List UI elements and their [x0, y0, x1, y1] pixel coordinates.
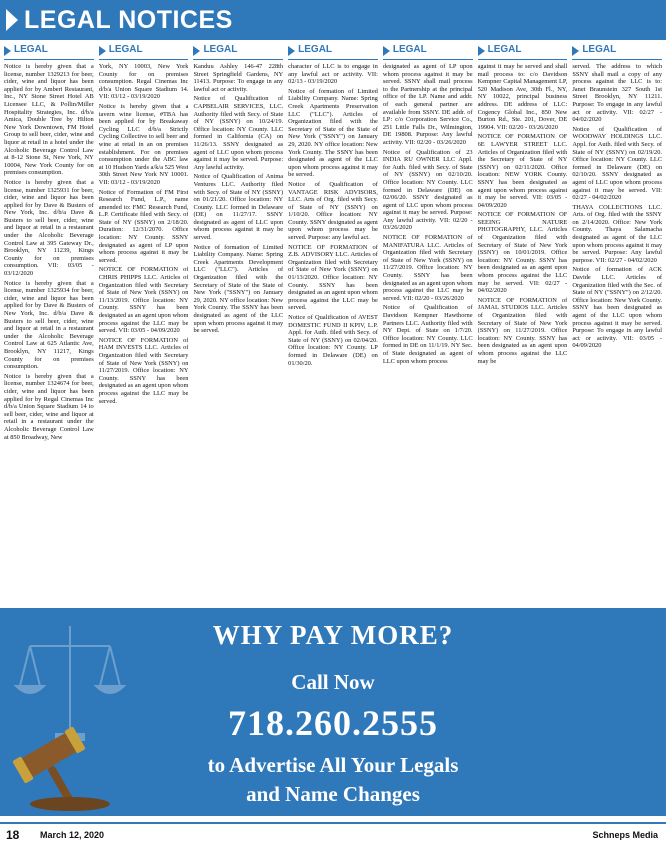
arrow-icon [288, 46, 295, 56]
section-banner [0, 0, 666, 40]
column-header [478, 44, 568, 60]
legal-notice: NOTICE OF FORMATION OF 6E LAWYER STREET LLC. Articles of Organization filed with the Secretary of State of NY (SSNY) on 02/11/2020. Office location: NEW YORK County. SSNY has been designated as agent upon whom process against it may be served. VII: 03/05 - 04/09/2020 [477, 133, 568, 209]
legal-notice: Notice of formation of Limited Liability Company. Name: Spring Creek Apartments Preservation LLC ("LLC"). Articles of Organization filed with the Secretary of State of the State of New York ("SSNY") on January 29, 2020. NY office location: New York County. The SSNY has been designated as agent of the LLC upon whom process against it may be served. [288, 87, 378, 179]
ad-call-now: Call Now [291, 670, 375, 694]
column-header-label: LEGAL [108, 44, 143, 55]
page-footer [0, 822, 666, 846]
ad-phone-number: 718.260.2555 [228, 703, 438, 743]
arrow-icon [4, 46, 11, 56]
footer-divider [0, 822, 666, 824]
legal-notice: NOTICE OF FORMATION of JAMAL STUDIOS LLC. Articles of Organization filed with Secretary of State of New York (SSNY) on 11/27/2019. Office location: NY County. SSNY has been designated as an agent upon whom process against the LLC may be [477, 296, 568, 365]
legal-notice: NOTICE OF FORMATION of Z.B. ADVISORY LLC. Articles of Organization filed with Secretary of State of New York (SSNY) on 01/13/2020. Office location: NY County. SSNY has been designated as an agent upon whom process against the LLC may be served. [288, 243, 378, 312]
arrow-icon [572, 46, 579, 56]
legal-notice: Kanduu Ashley 146-47 228th Street Springfield Gardens, NY 11413. Purpose: To engage in any lawful act or activity. [193, 63, 284, 93]
legal-notice: Notice of Qualification of AVEST DOMESTIC FUND II KPIV, L.P. Appl. for Auth. filed with Secy. of State of NY (SSNY) on 02/04/20. Office location: NY County. LP formed in Delaware (DE) on 01/30/20. [288, 314, 378, 367]
arrow-icon [6, 9, 18, 31]
column-5 [383, 44, 473, 604]
column-header-label: LEGAL [14, 44, 48, 55]
legal-notice: Notice is hereby given that a license, number 1325934 for beer, cider, wine and liquor has been applied for by Dave & Busters of New York, Inc. d/b/a Dave & Busters to sell beer, cider, wine and liquor at retail in a restaurant under the Alcoholic Beverage Control Law at 625 Atlantic Ave, Brooklyn, NY 11217, Kings County for on premises consumption. [4, 279, 94, 371]
column-header [288, 44, 378, 60]
legal-notice: Notice is hereby given that a license, number 1325931 for beer, cider, wine and liquor has been applied for by Dave & Busters of New York, Inc. d/b/a Dave & Busters to sell beer, cider, wine and liquor at retail in a restaurant under the Alcoholic Beverage Control Law at 395 Gateway Dr., Brooklyn, NY 11239, Kings County for on premises consumption. VII: 03/05 - 03/12/2020 [4, 178, 94, 278]
arrow-icon [383, 46, 390, 56]
legal-notice: Notice of formation of ACK Davide LLC. Articles of Organization filed with the Sec. of State of NY ("SSNY") on 2/12/20. Office location: New York County. SSNY has been designated as agent of the LLC upon whom process against it may be served. Purpose: To engage in any lawful act or activity. VII: 03/05 - 04/09/2020 [572, 266, 663, 350]
column-6 [478, 44, 568, 604]
column-header [193, 44, 283, 60]
legal-notice: Notice of formation of Limited Liability Company. Name: Spring Creek Apartments Development LLC ("LLC"). Articles of Organization filed with the Secretary of State of the State of New York ("SSNY") on January 29, 2020. NY office location: New York County. The SSNY has been designated as agent of the LLC upon whom process against it may be served. [193, 243, 284, 335]
column-7 [572, 44, 662, 604]
legal-notice: Notice of Formation of FM First Research Fund, L.P., name amended to: FMC Research Fund, L.P. Certificate filed with Secy. of State of NY (SSNY) on 2/18/20. Duration: 12/31/2070. Office location: NY County. SSNY designated as agent of LP upon whom process against it may be served. [98, 188, 189, 264]
arrow-icon [478, 46, 485, 56]
legal-notice: Notice is hereby given that a license, number 1324674 for beer, cider, wine and liquor has been applied for by Regal Cinemas Inc d/b/a Union Square Stadium 14 to sell beer, cider, wine and liquor at retail in a restaurant under the Alcoholic Beverage Control Law at 850 Broadway, New [4, 372, 94, 441]
column-3 [193, 44, 283, 604]
column-header [572, 44, 662, 60]
ad-advertise-line: to Advertise All Your Legals [207, 753, 459, 777]
column-header [383, 44, 473, 60]
column-header-label: LEGAL [203, 44, 238, 55]
section-title: LEGAL NOTICES [24, 6, 233, 34]
arrow-icon [99, 46, 106, 56]
legal-notice: Notice of Qualification of VANTAGE RISK ADVISORS, LLC. Arts of Org. filed with Secy. of State of NY (SSNY) on 1/10/20. Office location: NY County. SSNY designated as agent upon whom process may be served. Purpose: any lawful act. [288, 180, 378, 242]
arrow-icon [193, 46, 200, 56]
legal-notice: Notice is hereby given that a tavern wine license, #TBA has been applied for by Breakaway Cycling LLC d/b/a Strictly Cycling Collective to sell beer and wine at retail in an on premises establishment. For on premises consumption under the ABC law at 10 Hudson Yards a/k/a 525 West 30th Street New York NY 10001. VII: 03/12 - 03/19/2020 [98, 102, 189, 186]
legal-notice: served. The address to which SSNY shall mail a copy of any process against the LLC is to: Janet Braunstein 327 South 1st Street Brooklyn, NY 11211. Purpose: To engage in any lawful act or activity. VII: 02/27 - 04/02/2020 [572, 63, 663, 124]
notice-columns [4, 44, 662, 604]
legal-notice: Notice of Qualification of WOODWAY HOLDINGS LLC. Appl. for Auth. filed with Secy. of State of NY (SSNY) on 02/19/20. Office location: NY County. LLC formed in Delaware (DE) on 02/10/20. SSNY designated as agent of LLC upon whom process against it may be served. VII: 02/27 - 04/02/2020 [572, 125, 663, 202]
legal-notice: NOTICE OF FORMATION of CHRIS PHIPPS LLC. Articles of Organization filed with Secretary of State of New York (SSNY) on 11/13/2019. Office location: NY County. SSNY has been designated as an agent upon whom process against the LLC may be served. VII: 03/05 - 04/09/2020 [98, 266, 189, 335]
legal-notice: designated as agent of LP upon whom process against it may be served. SSNY shall mail process to the Partnership at the principal office of the LP. Name and addr. of each general partner are available from SSNY. DE addr. of LP: c/o Corporation Service Co., 251 Little Falls Dr., Wilmington, DE 19808. Purpose: Any lawful activity. VII: 02/20 - 03/26/2020 [382, 63, 473, 146]
ad-headline: WHY PAY MORE? [212, 620, 454, 650]
legal-notice: NOTICE OF FORMATION of MANIFATURA LLC. Articles of Organization filed with Secretary of State of New York (SSNY) on 11/27/2019. Office location: NY County. SSNY has been designated as an agent upon whom process against the LLC may be served. VII: 02/20 - 03/26/2020 [382, 234, 473, 302]
publisher-name: Schneps Media [592, 830, 658, 840]
column-header-label: LEGAL [582, 44, 617, 55]
legal-notice: Notice of Qualification of Anima Ventures LLC. Authority filed with Secy. of State of NY (SSNY) on 01/21/20. Office location: NY County. LLC formed in Delaware (DE) on 11/27/17. SSNY designated as agent of LLC upon whom process against it may be served. [193, 173, 284, 242]
column-2 [99, 44, 189, 604]
legal-notice: Notice is hereby given that a license, number 1329213 for beer, cider, wine and liquor has been applied for by Amberi Restaurant, Inc., NY Stone Street Hotel AB Licensee LLC, & Pollin/Miller Hospitality Strategies, Inc. d/b/a Amica, Double Tree by Hilton New York Downtown, FM Hotel Group to sell beer, cider, wine and liquor at retail in a hotel under the Alcoholic Beverage Control Law at 8-12 Stone St, New York, NY 10004, New York County for on premises consumption. [4, 63, 94, 177]
column-header-label: LEGAL [392, 44, 427, 55]
column-header [4, 44, 94, 60]
legal-notice: Notice of Qualification of 23 INDIA RU OWNER LLC Appl. for Auth. filed with Secy. of State of NY (SSNY) on 02/10/20. Office location: NY County. LLC formed in Delaware (DE) on 02/06/20. SSNY designated as agent of LLC upon whom process against it may be served. Purpose: Any lawful activity. VII: 02/20 - 03/26/2020 [382, 148, 473, 232]
legal-notice: NOTICE OF FORMATION of HAM INVESTS LLC. Articles of Organization filed with Secretary of State of New York (SSNY) on 11/27/2019. Office location: NY County. SSNY has been designated as an agent upon whom process against the LLC may be served. [98, 336, 189, 405]
legal-notice: THAYA COLLECTIONS LLC. Arts. of Org. filed with the SSNY on 2/14/2020. Office: New York County. Thaya Salamacha designated as agent of the LLC upon whom process against it may be served. Purpose: Any lawful purpose. VII: 02/27 - 04/02/2020 [572, 203, 663, 264]
column-header-label: LEGAL [487, 44, 522, 55]
legal-notice: character of LLC is to engage in any lawful act or activity. VII: 02/13 - 03/19/2020 [288, 63, 378, 86]
legal-notice: York, NY 10003, New York County for on premises consumption. Regal Cinemas Inc d/b/a Union Square Stadium 14. VII: 03/12 - 03/19/2020 [98, 63, 189, 101]
column-1 [4, 44, 94, 604]
legal-notice: against it may be served and shall mail process to: c/o Davidson Kempner Capital Management LP, 520 Madison Ave, 30th Fl., NY, NY 10022, principal business address. DE address of LLC: Cogency Global Inc., 850 New Burton Rd., Ste. 201, Dover, DE 19904. VII: 02/20 - 03/26/2020 [477, 63, 568, 131]
ad-name-changes-line: and Name Changes [246, 782, 420, 806]
column-4 [288, 44, 378, 604]
advertisement-box [0, 608, 666, 816]
legal-notice: NOTICE OF FORMATION OF SEEING NATURE PHOTOGRAPHY, LLC. Articles of Organization filed with Secretary of State of New York (SSNY) on 10/01/2019. Office location: NY County. SSNY has been designated as an agent upon whom process against the LLC may be served. VII: 02/27 - 04/02/2020 [477, 211, 568, 295]
legal-notice: Notice of Qualification of Davidson Kempner Hawthorne Partners LLC. Authority filed with NY Dept. of State on 1/7/20. Office location: NY County. LLC formed in DE on 11/1/19. NY Sec. of State designated as agent of LLC upon whom process [382, 304, 473, 365]
column-header [99, 44, 189, 60]
page-number: 18 [6, 828, 20, 842]
column-header-label: LEGAL [298, 44, 333, 55]
legal-notice: Notice of Qualification of CAPBELAIR SERVICES, LLC. Authority filed with Secy. of State of NY (SSNY) on 10/24/19. Office location: NY County. LLC formed in California (CA) on 11/26/13. SSNY designated as agent of LLC upon whom process against it may be served. Purpose: Any lawful activity. [193, 95, 284, 171]
publication-date: March 12, 2020 [40, 830, 105, 840]
